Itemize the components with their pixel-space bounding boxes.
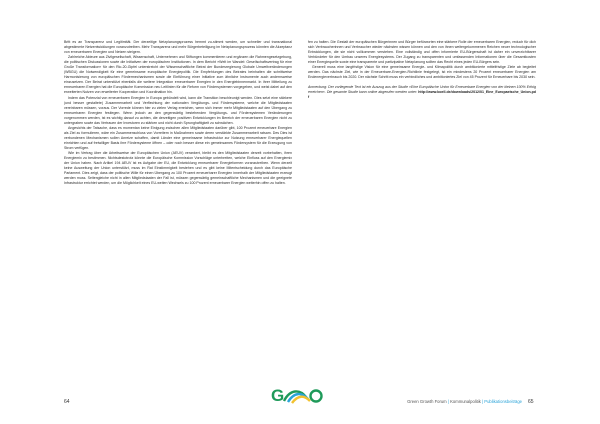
note-text: Der vorliegende Text ist ein Auszug aus der Studie »Eine Europäische Union für Erneuerbare Energien von der kleinen 100% Erfolg erreichen«. Die gesamte Studie kann online abgerufen werden unter: [308,85,536,95]
paragraph: Zahlreiche Akteure aus Zivilgesellschaft, Wissenschaft, Unternehmen und Stiftungen kommentieren und ergänzen die Rahmengesetzgebung, die politischen Diskussionen sowie die Initiativen der europäischen Institutionen. In dem Bericht »Welt im Wandel: Gesellschaftsvertrag für eine Große Transformation« für den Rio-20-Gipfel unterstreicht der Wissenschaftliche Beirat der Bundesregierung Globale Umweltveränderungen (WBGU) die Notwendigkeit für eine gemeinsame europäische Energiepolitik. Die Empfehlungen des Beirates beinhalten die schrittweise Harmonisierung von europäischen Fördermechanismen sowie die Einführung einer Initiative zum ähnliche Instrumente auch andernsweise einzusetzen. Der Beirat unterstützt ebenfalls die weitere Integration erneuerbarer Energien in den Energiebinnenmarkt. In ihrer Mitteilung zu erneuerbaren Energien hat die Europäische Kommission neu Leitlinien für die Reform von Fördersystemen vorgegeben, und weist dabei auf den erweiterten Nutzen von erweiterter Kooperation und Koordination hin. [64,55,292,95]
paragraph: Indem das Potenzial von erneuerbaren Energien in Europa gebündelt wird, kann die Transition beschleunigt werden. Dies setzt eine stärkere (und besser gestaltete) Zusammenarbeit und Verflechtung der nationalen Vergütungs- und Fördersysteme, welche die Mitgliedstaaten vereinbaren müssen, voraus. Der Vorrede können hier zu zielen Verlag erreichen, wenn sich immer mehr Mitgliedstaaten auf den Übergang zu erneuerbaren Energien festlegen. Wenn jedoch an den gegenwärtig bestehenden Vergütungs- und Fördersystemen Veränderungen vorgenommen werden, ist es wichtig darauf zu achten, die derzeitigen positiven Entwicklungen im Bereich der erneuerbaren Energien nicht zu untergraben sowie das Vertrauen der Investoren zu stärken und nicht durch Sprunghaftigkeit zu schwächen. [64,95,292,125]
logo-letter-g: G [271,386,284,405]
g20-logo [271,386,331,406]
footer-chapter: Publikationsbeiträge [484,399,522,404]
left-page-body [64,40,292,186]
page-number-right: 65 [528,399,534,405]
note-label: Anmerkung: [308,85,328,90]
paragraph: Britt es an Transparenz und Legitimität. Der derzeitige Netzplanungsprozess hemmt zu-stimmt werden, um schneller und transnational abgestimmte Netzentwicklungen voranzutreiben. Mehr Transparenz und mehr Bürgerbeteiligung im Netzplanungsprozess könnten die Akzeptanz von erneuerbaren Energien und Netzen steigern. [64,40,292,55]
footer-section: Kommunalpolitik [450,399,481,404]
note-link[interactable]: http://www.boell.de/downloads/2012/01_Eine_Europaeische_Union.pdf [308,90,536,100]
paragraph: Wie im Vertrag über die Arbeitsweise der Europäischen Union (AEUV) verankert, bleibt es den Mitgliedstaaten derzeit vorbehalten, ihren Energiemix zu bestimmen. Nichtsdestotrotz könnte die Europäische Kommission Vorschläge unterbreiten, welche Einfluss auf den Energiemix der Union haben. Nach Artikel 194 AEUV ist es Aufgabe der EU, die Entwicklung erneuerbarer Energieformen voranzutreiben. Wenn derzeit keine Ausweitung der Union unterstützt, muss im Rat Einstimmigkeit bestehen und es gibt keine Mitentscheidung durch das Europäische Parlament. Dies zeigt, dass der politische Wille für einen Übergang zu 100 Prozent erneuerbarer Energien innerhalb der Mitgliedstaaten erzeugt werden muss. Seitengleiche nicht in allen Mitgliedstaaten der Fall ist, müssen gegenwärtig gemeinschaftliche Mechanismen und die geeignete Infrastruktur errichtet werden, um die Möglichkeit eines EU-weiten Wechsels zu 100 Prozent erneuerbarer Energien weiterhin offen zu halten. [64,151,292,186]
right-page-body [308,40,536,101]
footer-separator: | [447,399,451,404]
paragraph: fen zu halten. Die Gestalt der europäischen Bürgerinnen und Bürger befürworten eine stärkere Rolle der erneuerbaren Energien, reduch für dich sich Verbraucherinnen und Verbraucher wieder nächsten wissen können und den von ihnen weitergekommenen Reichen neuer technologischer Entwicklungen, die sie nicht vollkommen verstehen. Eine vollständig und offen informierte EU-Bürgerschaft ist daher ein unverzichtbarer Verbündeter für den Umbau unseres Energiesystems. Der Zugang zu transparenten und umfassenden Informationen über die Gesamtkosten einer Energiequelle sowie eine transparente und partizipative Netzplanung sollten das Recht eines jeden EU-Bürgers sein. [308,40,536,65]
footer-separator: | [482,399,485,404]
paragraph: Generell muss eine langfristige Vision für eine gemeinsame Energie- und Klimapolitik durch ambitionierte mittelfristige Ziele ab begleitet werden. Das nächste Ziel, wie in der Erneuerbare-Energien-Richtlinie festgelegt, ist ein mindestens 20 Prozent erneuerbarer Energien am Endenergieverbrauch bis 2020. Der nächste Schritt muss ein verbindliches und ambitioniertes Ziel von 45 Prozent für Erneuerbare bis 2030 sein. [308,65,536,80]
note-paragraph [308,85,536,100]
paragraph: Angesichts der Tatsache, dass es momentan keine Einigung zwischen allen Mitgliedstaaten darüber gibt, 100 Prozent erneuerbare Energien als Ziel zu formulieren, wäre ein Zusammenschluss von Vorreitern in Maßnahmen sowie deren verstärkte Zusammenarbeit ratsam. Des Dies ist verbundenen Mechanismen sollen Anreize schaffen, damit Länder eine gemeinsame Infrastruktur zur Nutzung erneuerbarer Energiequellen einrichten und auf freiwilliger Basis ihre Fördersysteme öffnen – oder noch besser diese ein gemeinsames Fördersystem für die Erzeugung von Strom verfügen. [64,125,292,150]
footer-publication: Green Growth Forum [407,399,447,404]
running-footer [398,399,522,405]
page-number-left: 64 [64,399,70,405]
logo-mark-icon [280,387,324,405]
